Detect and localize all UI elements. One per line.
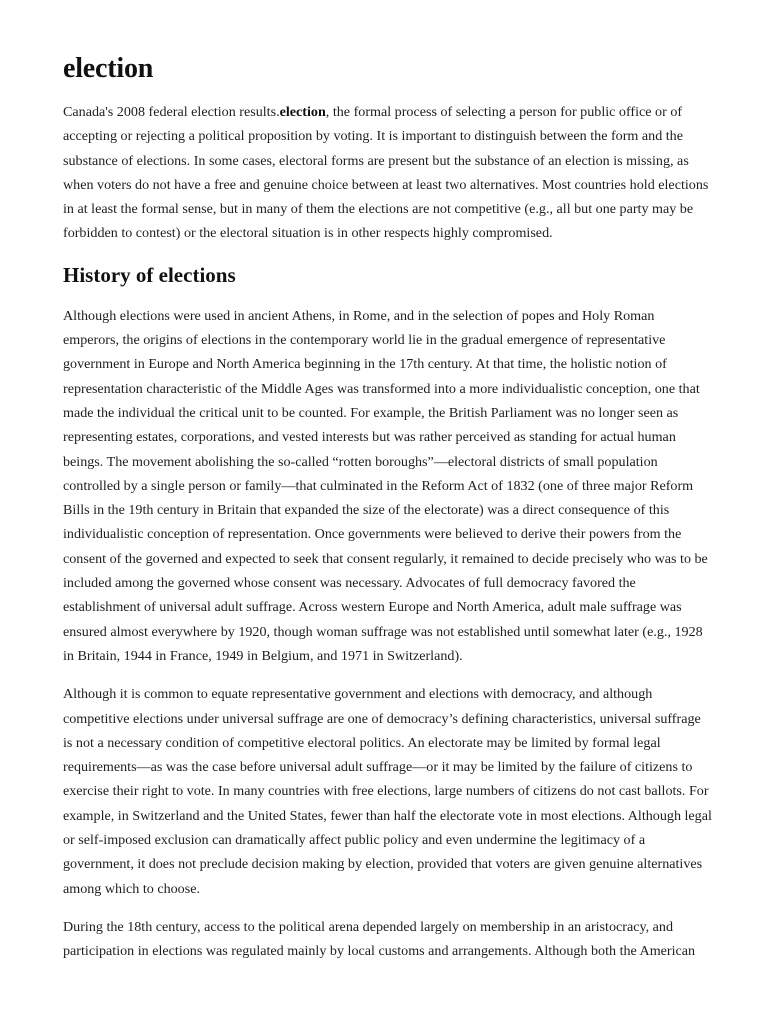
intro-paragraph bbox=[63, 100, 713, 246]
article-title: election bbox=[63, 53, 154, 84]
history-paragraph-1: Although elections were used in ancient Athens, in Rome, and in the selection of popes and Holy Roman emperors, the origins of elections in the contemporary world lie in the gradual emergence of representative government in Europe and North America beginning in the 17th century. At that time, the holistic notion of representation characteristic of the Middle Ages was transformed into a more individualistic conception, one that made the individual the critical unit to be counted. For example, the British Parliament was no longer seen as representing estates, corporations, and vested interests but was rather perceived as standing for actual human beings. The movement abolishing the so-called “rotten boroughs”—electoral districts of small population controlled by a single person or family—that culminated in the Reform Act of 1832 (one of three major Reform Bills in the 19th century in Britain that expanded the size of the electorate) was a direct consequence of this individualistic conception of representation. Once governments were believed to derive their powers from the consent of the governed and expected to seek that consent regularly, it remained to decide precisely who was to be included among the governed whose consent was necessary. Advocates of full democracy favored the establishment of universal adult suffrage. Across western Europe and North America, adult male suffrage was ensured almost everywhere by 1920, though woman suffrage was not established until somewhat later (e.g., 1928 in Britain, 1944 in France, 1949 in Belgium, and 1971 in Switzerland). bbox=[63, 307, 708, 664]
image-caption: Canada's 2008 federal election results. bbox=[63, 104, 280, 120]
history-paragraph-3: During the 18th century, access to the political arena depended largely on membership in an aristocracy, and participation in elections was regulated mainly by local customs and arrangements. Although both the American bbox=[63, 918, 696, 960]
defined-term: election bbox=[279, 104, 326, 120]
article bbox=[63, 52, 713, 978]
history-paragraph-2: Although it is common to equate representative government and elections with democracy, and although competitive elections under universal suffrage are one of democracy’s defining characteristics, universal suffrage is not a necessary condition of competitive electoral politics. An electorate may be limited by formal legal requirements—as was the case before universal adult suffrage—or it may be limited by the failure of citizens to exercise their right to vote. In many countries with free elections, large numbers of citizens do not cast ballots. For example, in Switzerland and the United States, fewer than half the electorate vote in most elections. Although legal or self-imposed exclusion can dramatically affect public policy and even undermine the legitimacy of a government, it does not preclude decision making by election, provided that voters are given genuine alternatives among which to choose. bbox=[63, 686, 712, 897]
intro-text: , the formal process of selecting a person for public office or of accepting or rejecting a political proposition by voting. It is important to distinguish between the form and the substance of elections. In some cases, electoral forms are present but the substance of an election is missing, as when voters do not have a free and genuine choice between at least two alternatives. Most countries hold elections in at least the formal sense, but in many of them the elections are not competitive (e.g., all but one party may be forbidden to contest) or the electoral situation is in other respects highly compromised. bbox=[63, 104, 709, 242]
section-heading-history: History of elections bbox=[63, 262, 236, 287]
